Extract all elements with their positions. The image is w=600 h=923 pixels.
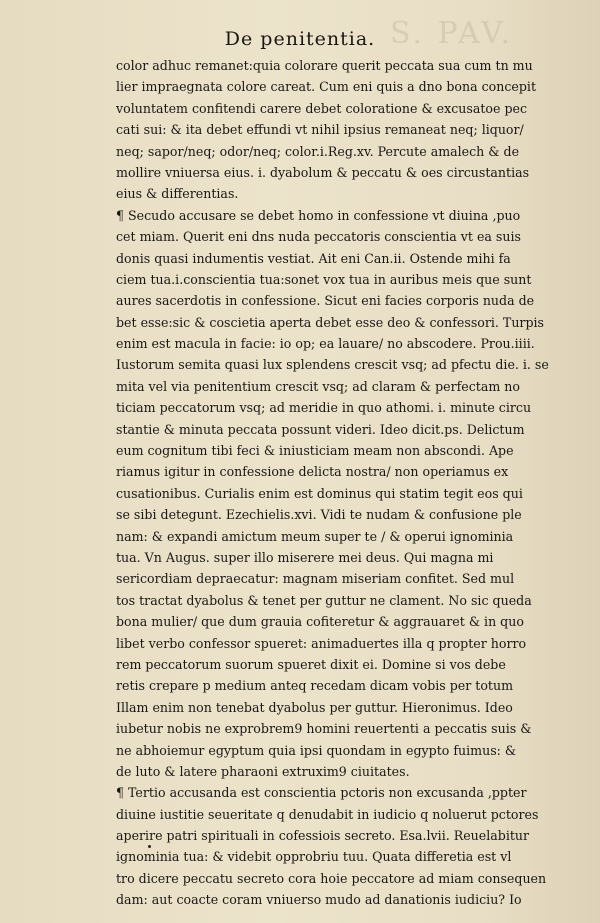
text-line: neq; sapor/neq; odor/neq; color.i.Reg.xv. Percute amalech & de: [116, 143, 520, 159]
text-line: ciem tua.i.conscientia tua:sonet vox tua in auribus meis que sunt: [116, 271, 532, 287]
text-line: iubetur nobis ne exprobrem9 homini reuertenti a peccatis suis &: [116, 721, 532, 737]
text-line: libet verbo confessor spueret: animaduertes illa q propter horro: [116, 635, 527, 651]
text-line: eum cognitum tibi feci & iniusticiam meam non abscondi. Ape: [116, 443, 514, 459]
text-line: nam: & expandi amictum meum super te / & operui ignominia: [116, 528, 514, 544]
text-line: riamus igitur in confessione delicta nostra/ non operiamus ex: [116, 464, 509, 480]
text-line: aures sacerdotis in confessione. Sicut eni facies corporis nuda de: [116, 293, 535, 309]
text-line: mollire vniuersa eius. i. dyabolum & peccatu & oes circustantias: [116, 164, 530, 180]
text-line: tos tractat dyabolus & tenet per guttur ne clament. No sic queda: [116, 592, 532, 608]
text-line: lier impraegnata colore careat. Cum eni quis a dno bona concepit: [116, 79, 537, 95]
text-line: cati sui: & ita debet effundi vt nihil ipsius remaneat neq; liquor/: [116, 122, 524, 138]
running-head: De penitentia.: [224, 28, 376, 50]
text-line: eius & differentias.: [116, 186, 239, 202]
ink-speck: [148, 845, 151, 848]
text-line: cusationibus. Curialis enim est dominus qui statim tegit eos qui: [116, 485, 523, 501]
text-line: bona mulier/ que dum grauia cofiteretur & aggrauaret & in quo: [116, 614, 524, 630]
text-line: ¶ Tertio accusanda est conscientia pctoris non excusanda ,ppter: [116, 785, 527, 801]
text-line: ignominia tua: & videbit opprobriu tuu. Quata differetia est vl: [116, 849, 512, 865]
text-line: ne abhoiemur egyptum quia ipsi quondam in egypto fuimus: &: [116, 742, 517, 758]
text-line: tua. Vn Augus. super illo miserere mei deus. Qui magna mi: [116, 549, 494, 565]
text-line: donis quasi indumentis vestiat. Ait eni Can.ii. Ostende mihi fa: [116, 250, 511, 266]
text-line: de luto & latere pharaoni extruxim9 ciuitates.: [116, 763, 410, 779]
text-line: enim est macula in facie: io op; ea lauare/ no abscodere. Prou.iiii.: [116, 336, 535, 352]
text-line: rem peccatorum suorum spueret dixit ei. Domine si vos debe: [116, 656, 506, 672]
text-line: color adhuc remanet:quia colorare querit peccata sua cum tn mu: [116, 58, 533, 73]
text-line: tro dicere peccatu secreto cora hoie peccatore ad miam consequen: [116, 870, 547, 886]
text-line: cet miam. Querit eni dns nuda peccatoris conscientia vt ea suis: [116, 229, 521, 245]
text-line: se sibi detegunt. Ezechielis.xvi. Vidi te nudam & confusione ple: [116, 507, 522, 523]
text-line: ¶ Secudo accusare se debet homo in confessione vt diuina ,puo: [116, 207, 521, 223]
text-line: bet esse:sic & coscietia aperta debet esse deo & confessori. Turpis: [116, 314, 545, 330]
text-line: stantie & minuta peccata possunt videri. Ideo dicit.ps. Delictum: [116, 421, 525, 437]
show-through-bleed: S. PAV.: [390, 16, 514, 51]
text-line: Illam enim non tenebat dyabolus per guttur. Hieronimus. Ideo: [116, 699, 513, 715]
text-line: Iustorum semita quasi lux splendens crescit vsq; ad pfectu die. i. se: [116, 357, 549, 373]
text-line: dam: aut coacte coram vniuerso mudo ad danationis iudiciu? Io: [116, 892, 522, 908]
text-line: diuine iustitie seueritate q denudabit in iudicio q noluerut pctores: [116, 806, 539, 822]
text-line: ticiam peccatorum vsq; ad meridie in quo athomi. i. minute circu: [116, 400, 532, 416]
text-line: aperire patri spirituali in cofessiois secreto. Esa.lvii. Reuelabitur: [116, 828, 530, 844]
body-text: [116, 55, 578, 911]
text-line: mita vel via penitentium crescit vsq; ad claram & perfectam no: [116, 378, 520, 394]
text-line: voluntatem confitendi carere debet coloratione & excusatoe pec: [116, 100, 528, 116]
text-line: sericordiam depraecatur: magnam miseriam confitet. Sed mul: [116, 571, 515, 587]
text-line: retis crepare p medium anteq recedam dicam vobis per totum: [116, 678, 514, 694]
